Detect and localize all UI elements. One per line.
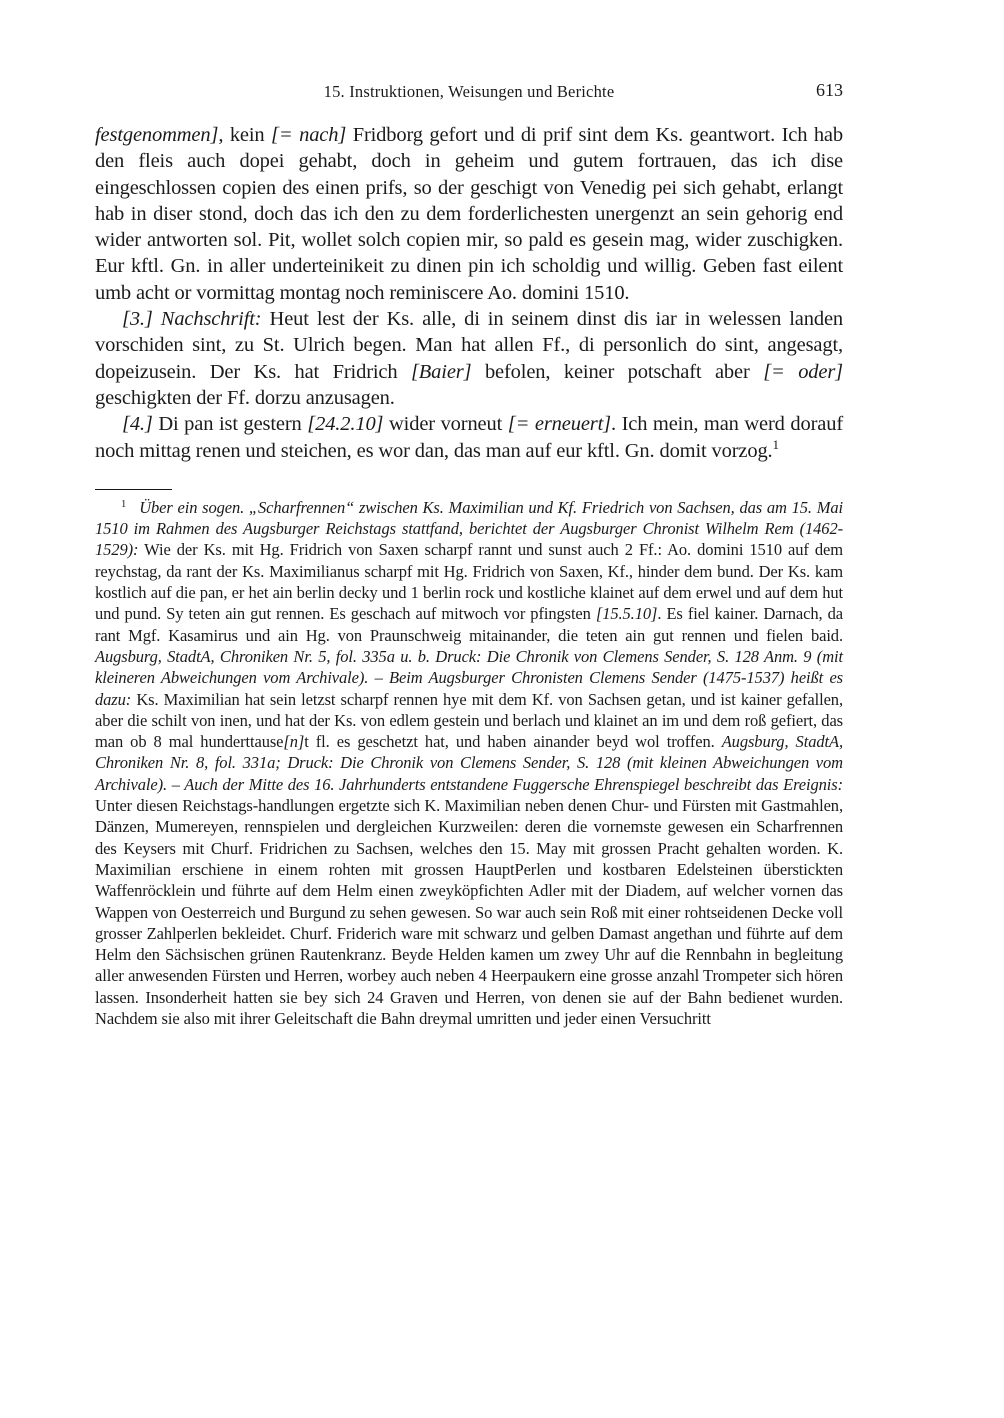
paragraph-nachschrift: [3.] Nachschrift: Heut lest der Ks. alle, di in seinem dinst dis iar in welessen landen vorschiden sint, zu St. Ulrich begen. Man hat allen Ff., di personlich do sint, angesagt, dopeizusein. Der Ks. hat Fridrich [Baier] befolen, keiner potschaft aber [= oder] geschigkten der Ff. dorzu anzusagen.: [95, 308, 844, 409]
paragraph-continuation: festgenommen], kein [= nach] Fridborg gefort und di prif sint dem Ks. geantwort. Ich hab den fleis auch dopei gehabt, doch in geheim und gutem fortrauen, das ich dise eingeschlossen copien des einen prifs, so der geschigt von Venedig pei sich gehabt, erlangt hab in diser stond, doch das ich den zu dem forderlichesten unergenzt an sein gehorig end wider antworten sol. Pit, wollet solch copien mir, so pald es gesein mag, wider zuschigken. Eur kftl. Gn. in aller underteinikeit zu dinen pin ich scholdig und willig. Geben fast eilent umb acht or vormittag montag noch reminiscere Ao. domini 1510.: [95, 124, 843, 304]
book-page: [95, 82, 843, 1029]
chapter-title: 15. Instruktionen, Weisungen und Berichte: [323, 82, 615, 101]
footnote-separator: [95, 489, 172, 490]
paragraph-pan: [4.] Di pan ist gestern [24.2.10] wider vorneut [= erneuert]. Ich mein, man werd dorauf noch mittag renen und steichen, es wor dan, das man auf eur kftl. Gn. domit vorzog.$^1$: [95, 413, 843, 462]
footnote-block: [95, 497, 843, 1029]
main-text-block: [95, 122, 843, 464]
page-number: 613: [816, 80, 843, 100]
footnote-text: $^1$ Über ein sogen. „Scharfrennen“ zwischen Ks. Maximilian und Kf. Friedrich von Sachsen, das am 15. Mai 1510 im Rahmen des Augsburger Reichstags stattfand, berichtet der Augsburger Chronist Wilhelm Rem (1462-1529): Wie der Ks. mit Hg. Fridrich von Saxen scharpf rannt und sunst auch 2 Ff.: Ao. domini 1510 auf dem reychstag, da rant der Ks. Maximilianus scharpf mit Hg. Fridrich von Saxen, Kf., hinder dem bund. Der Ks. kam kostlich auf die pan, er het ain berlin decky und 1 berlin rock und kostliche klainet auf dem erwel und auf dem hut und pund. Sy teten ain gut rennen. Es geschach auf mitwoch vor pfingsten [15.5.10]. Es fiel kainer. Darnach, da rant Mgf. Kasamirus und ain Hg. von Praunschweig mitainander, die teten ain gut rennen und fielen baid. Augsburg, StadtA, Chroniken Nr. 5, fol. 335a u. b. Druck: Die Chronik von Clemens Sender, S. 128 Anm. 9 (mit kleineren Abweichungen vom Archivale). – Beim Augsburger Chronisten Clemens Sender (1475-1537) heißt es dazu: Ks. Maximilian hat sein letzst scharpf rennen hye mit dem Kf. von Sachsen getan, und ist kainer gefallen, aber die schilt von inen, und hat der Ks. von edlem gestein und berlach und klainet an im und dem roß gefiert, das man ob 8 mal hunderttause[n]t fl. es geschetzt hat, und haben ainander beyd wol troffen. Augsburg, StadtA, Chroniken Nr. 8, fol. 331a; Druck: Die Chronik von Clemens Sender, S. 128 (mit kleinen Abweichungen vom Archivale). – Auch der Mitte des 16. Jahrhunderts entstandene Fuggersche Ehrenspiegel beschreibt das Ereignis: Unter diesen Reichstags-handlungen ergetzte sich K. Maximilian neben denen Chur- und Fürsten mit Gastmahlen, Dänzen, Mumereyen, rennspielen und dergleichen Kurzweilen: deren die vornemste gewesen ein Scharfrennen des Keysers mit Churf. Fridrichen zu Sachsen, welches den 15. May mit grossen Pracht gehalten worden. K. Maximilian erschiene in einem rohten mit grossen HauptPerlen und kostbaren Edelsteinen überstickten Waffenröcklein und führte auf dem Helm einen zweyköpfichten Adler mit der Diadem, auf welcher vornen das Wappen von Oesterreich und Burgund zu sehen gewesen. So war auch sein Roß mit einer rohtseidenen Decke voll grosser Zahlperlen bekleidet. Churf. Friderich ware mit schwarz und gelben Damast angethan und führte auf dem Helm den Sächsischen grünen Rautenkranz. Beyde Helden kamen um zwey Uhr auf die Rennbahn in begleitung aller anwesenden Fürsten und Herren, worbey auch neben 4 Heerpaukern eine grosse anzahl Trompeter sich hören lassen. Insonderheit hatten sie bey sich 24 Graven und Herren, von denen sie auf der Bahn bedienet wurden. Nachdem sie also mit ihrer Geleitschaft die Bahn dreymal umritten und jeder einen Versuchritt: [95, 497, 843, 1028]
running-header: [95, 82, 843, 106]
